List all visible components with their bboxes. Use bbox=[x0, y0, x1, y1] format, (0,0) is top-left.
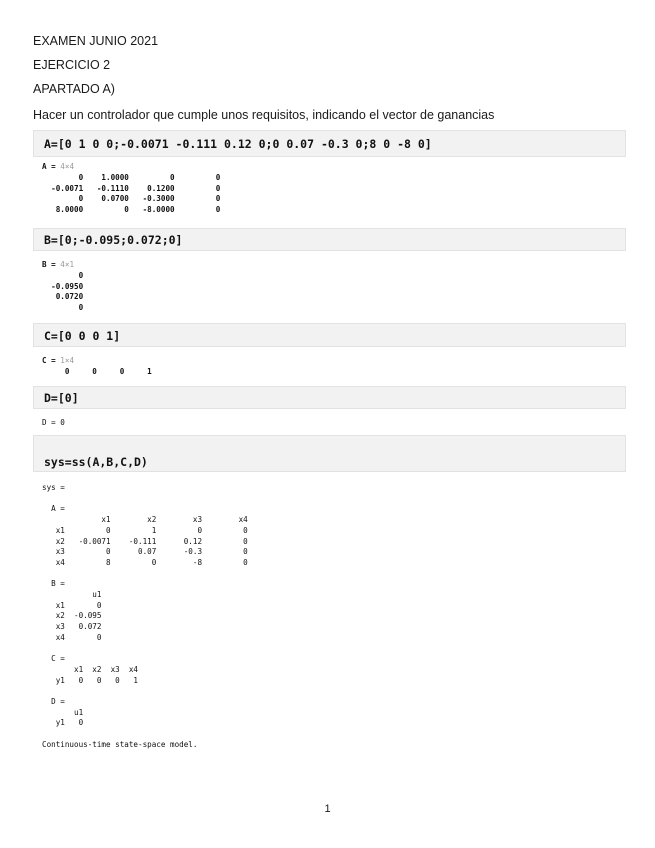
output-c-dims: 1×4 bbox=[60, 356, 75, 365]
intro-text: Hacer un controlador que cumple unos requisitos, indicando el vector de ganancias bbox=[33, 108, 495, 122]
exam-title: EXAMEN JUNIO 2021 bbox=[33, 34, 159, 48]
code-cell-d[interactable] bbox=[33, 386, 626, 409]
section-heading: APARTADO A) bbox=[33, 82, 115, 96]
output-a-header bbox=[42, 162, 74, 173]
code-cell-sys[interactable] bbox=[33, 435, 626, 472]
output-a-matrix: 0 1.0000 0 0 -0.0071 -0.1110 0.1200 0 0 0.0700 -0.3000 0 8.0000 0 -8.0000 0 bbox=[51, 173, 221, 215]
code-cell-c[interactable] bbox=[33, 323, 626, 347]
code-d: D=[0] bbox=[44, 391, 79, 405]
output-b-header bbox=[42, 260, 74, 271]
output-c-matrix: 0 0 0 1 bbox=[42, 367, 152, 376]
exercise-heading: EJERCICIO 2 bbox=[33, 58, 111, 72]
output-d: D = 0 bbox=[42, 418, 65, 427]
output-b-dims: 4×1 bbox=[60, 260, 75, 269]
code-sys: sys=ss(A,B,C,D) bbox=[44, 455, 148, 469]
output-a-label: A = bbox=[42, 162, 61, 171]
output-b-matrix: 0 -0.0950 0.0720 0 bbox=[51, 271, 84, 313]
code-c: C=[0 0 0 1] bbox=[44, 329, 121, 343]
output-c-header bbox=[42, 356, 74, 367]
page-number: 1 bbox=[324, 803, 331, 815]
code-cell-a[interactable] bbox=[33, 130, 626, 157]
output-b-label: B = bbox=[42, 260, 61, 269]
output-c-label: C = bbox=[42, 356, 61, 365]
output-a-dims: 4×4 bbox=[60, 162, 75, 171]
code-b: B=[0;-0.095;0.072;0] bbox=[44, 233, 183, 247]
code-a: A=[0 1 0 0;-0.0071 -0.111 0.12 0;0 0.07 -0.3 0;8 0 -8 0] bbox=[44, 137, 432, 151]
output-sys: sys = A = x1 x2 x3 x4 x1 0 1 0 0 x2 -0.0071 -0.111 0.12 0 x3 0 0.07 -0.3 0 x4 8 0 -8 0 B = u1 x1 0 x2 -0.095 x3 0.072 x4 0 C = x1 x2 x3 x4 y1 0 0 0 1 D = u1 y1 0 Continuous-time state-space model. bbox=[42, 483, 248, 749]
code-cell-b[interactable] bbox=[33, 228, 626, 251]
